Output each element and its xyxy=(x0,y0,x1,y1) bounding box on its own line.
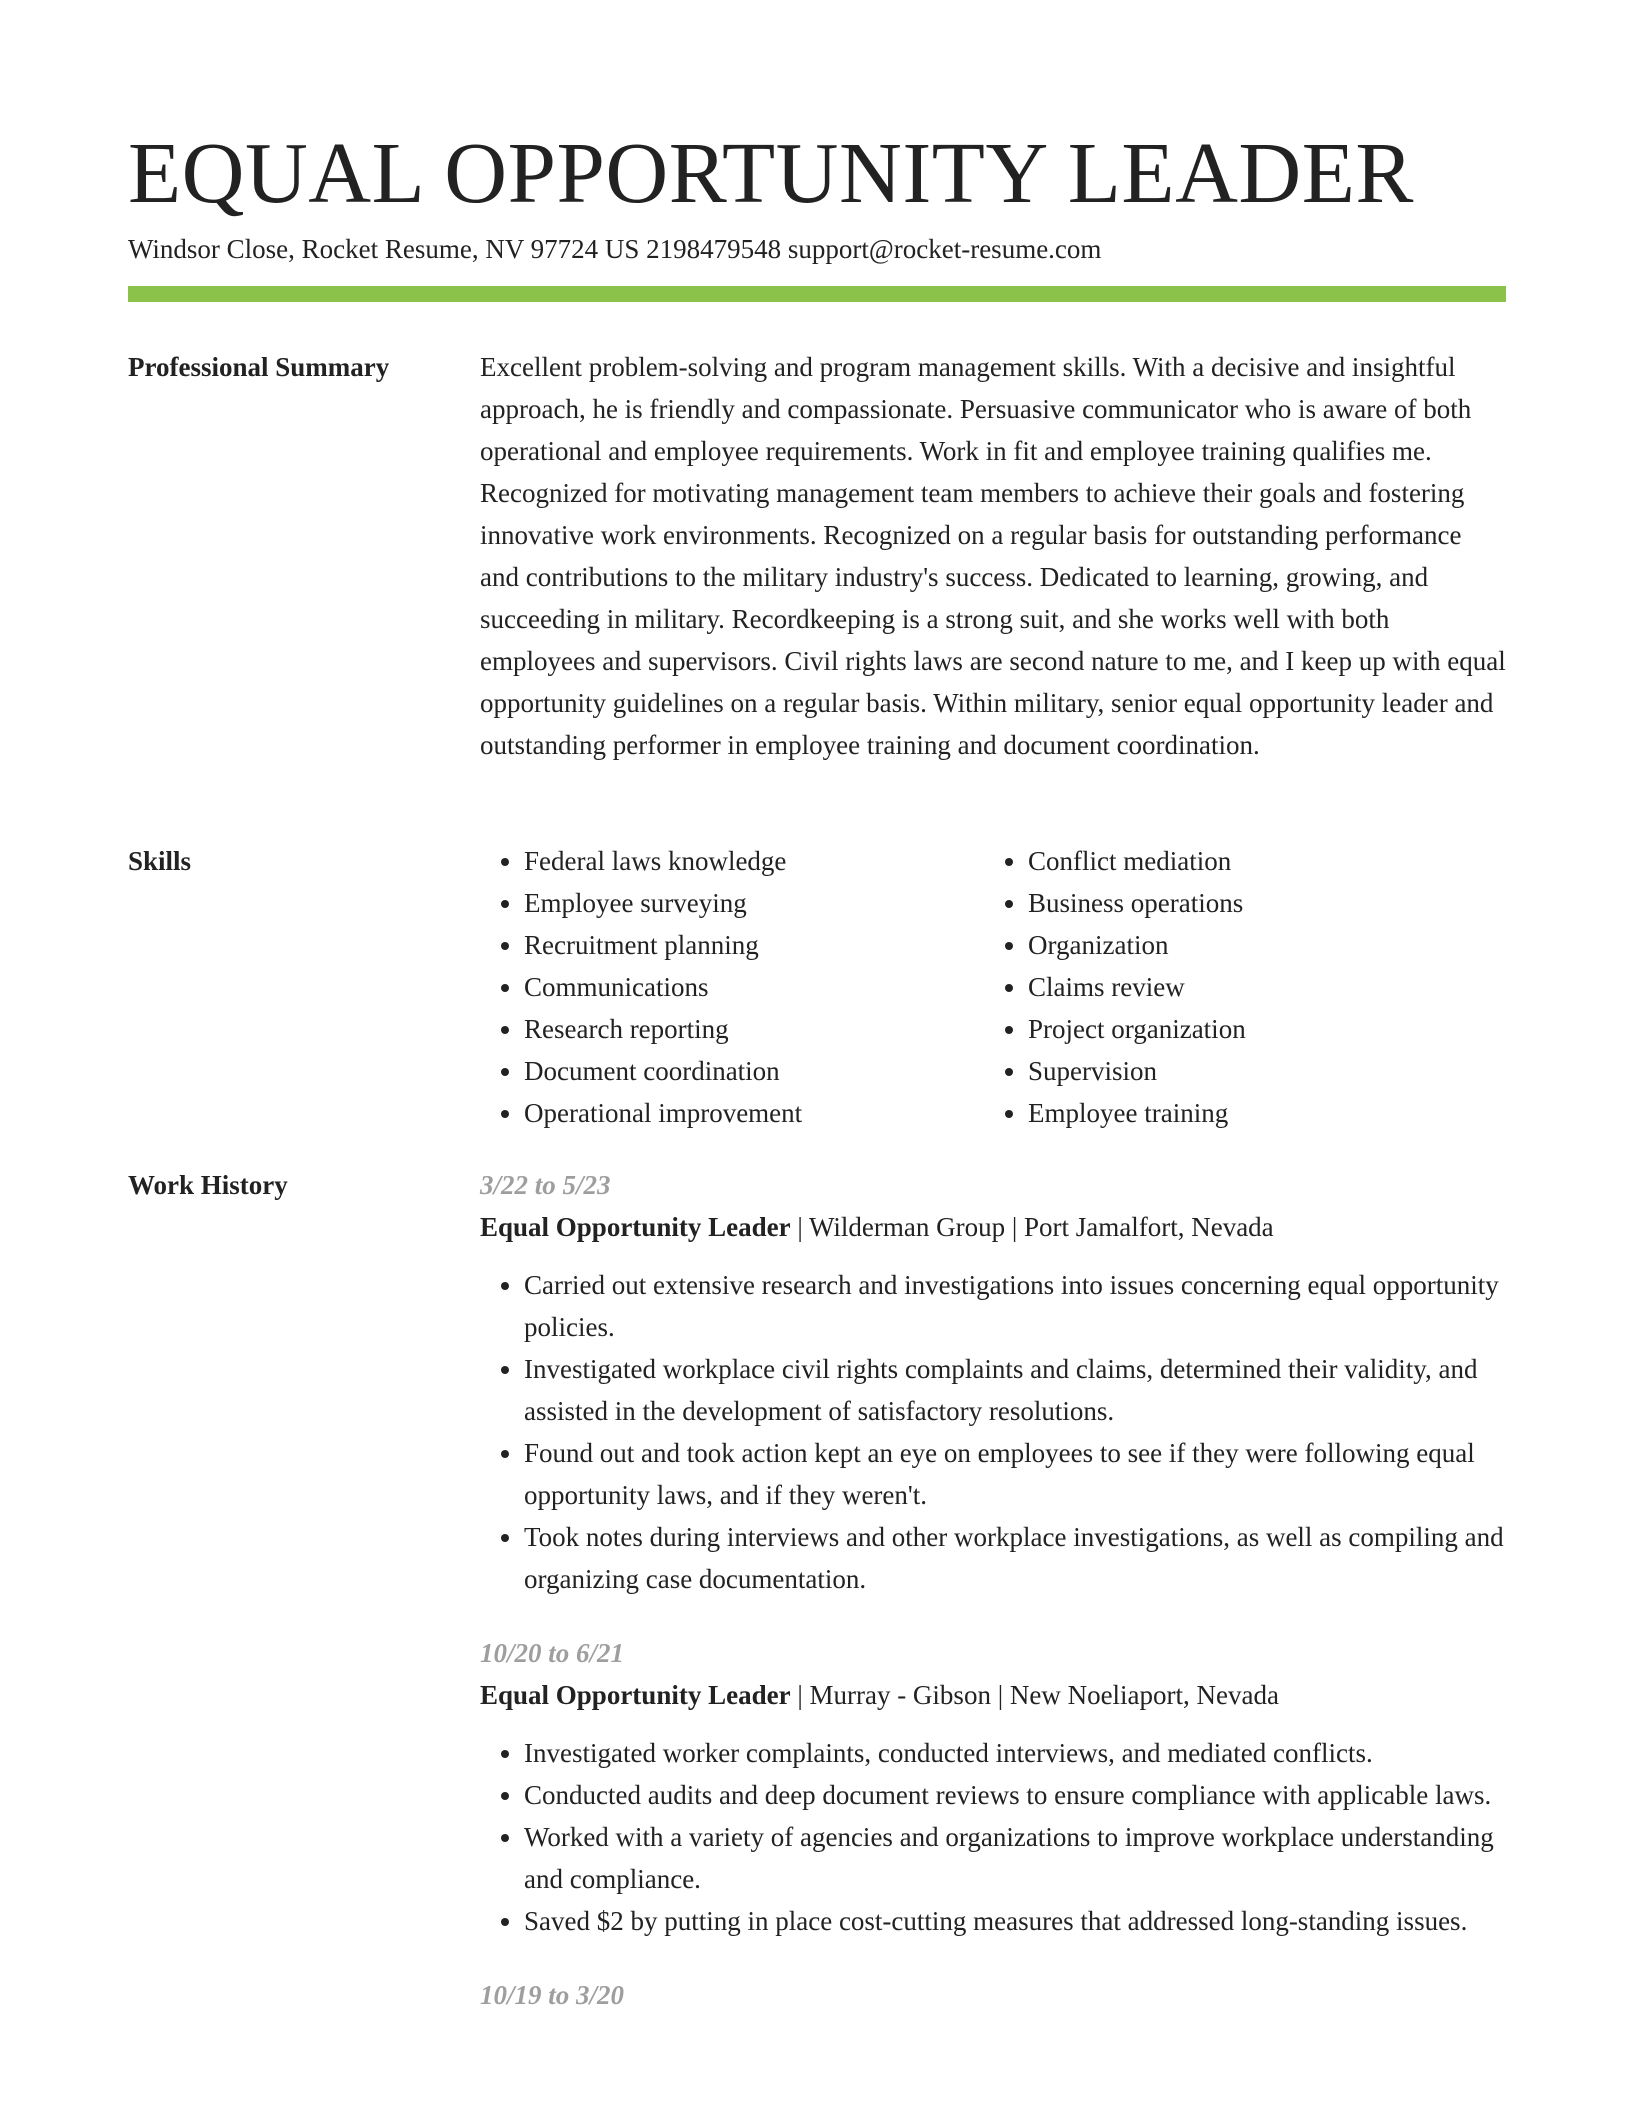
job-dates: 10/20 to 6/21 xyxy=(480,1638,625,1668)
job-details: | Wilderman Group | Port Jamalfort, Nevada xyxy=(790,1212,1274,1242)
job-entry xyxy=(480,1164,1506,1600)
skill-item: • Organization xyxy=(1028,924,1488,966)
contact-line: Windsor Close, Rocket Resume, NV 97724 US 2198479548 support@rocket-resume.com xyxy=(128,234,1102,264)
job-spacer xyxy=(480,1600,1506,1632)
work-history-label: Work History xyxy=(128,1170,288,1200)
skills-list-left xyxy=(480,840,984,1134)
job-bullet: • Conducted audits and deep document reviews to ensure compliance with applicable laws. xyxy=(524,1774,1506,1816)
skill-item: • Project organization xyxy=(1028,1008,1488,1050)
skill-item: • Employee surveying xyxy=(524,882,984,924)
skill-item: • Research reporting xyxy=(524,1008,984,1050)
job-heading xyxy=(480,1674,1506,1716)
skill-item: • Claims review xyxy=(1028,966,1488,1008)
job-bullet: • Worked with a variety of agencies and organizations to improve workplace understanding and compliance. xyxy=(524,1816,1506,1900)
job-bullet: • Saved $2 by putting in place cost-cutting measures that addressed long-standing issues. xyxy=(524,1900,1506,1942)
skills-label: Skills xyxy=(128,846,192,876)
job-details: | Murray - Gibson | New Noeliaport, Nevada xyxy=(790,1680,1279,1710)
skill-item: • Conflict mediation xyxy=(1028,840,1488,882)
skill-item: • Business operations xyxy=(1028,882,1488,924)
job-bullet: • Carried out extensive research and investigations into issues concerning equal opportunity policies. xyxy=(524,1264,1506,1348)
skill-item: • Recruitment planning xyxy=(524,924,984,966)
skill-item: • Communications xyxy=(524,966,984,1008)
summary-label: Professional Summary xyxy=(128,352,390,382)
skill-item: • Supervision xyxy=(1028,1050,1488,1092)
skill-item: • Operational improvement xyxy=(524,1092,984,1134)
job-bullet-list xyxy=(480,1264,1506,1600)
job-bullet: • Investigated workplace civil rights complaints and claims, determined their validity, and assisted in the development of satisfactory resolutions. xyxy=(524,1348,1506,1432)
summary-text: Excellent problem-solving and program management skills. With a decisive and insightful approach, he is friendly and compassionate. Persuasive communicator who is aware of both operational and employee requirements. Work in fit and employee training qualifies me. Recognized for motivating management team members to achieve their goals and fostering innovative work environments. Recognized on a regular basis for outstanding performance and contributions to the military industry's success. Dedicated to learning, growing, and succeeding in military. Recordkeeping is a strong suit, and she works well with both employees and supervisors. Civil rights laws are second nature to me, and I keep up with equal opportunity guidelines on a regular basis. Within military, senior equal opportunity leader and outstanding performer in employee training and document coordination. xyxy=(480,352,1506,760)
job-entry xyxy=(480,1632,1506,1942)
summary-body xyxy=(480,346,1506,766)
job-bullet: • Found out and took action kept an eye on employees to see if they were following equal opportunity laws, and if they weren't. xyxy=(524,1432,1506,1516)
job-spacer xyxy=(480,1942,1506,1974)
job-bullet: • Took notes during interviews and other workplace investigations, as well as compiling and organizing case documentation. xyxy=(524,1516,1506,1600)
job-bullet: • Investigated worker complaints, conducted interviews, and mediated conflicts. xyxy=(524,1732,1506,1774)
job-dates: 3/22 to 5/23 xyxy=(480,1170,611,1200)
skills-columns xyxy=(480,840,1506,1134)
skills-body xyxy=(480,840,1506,1134)
resume-name-heading: EQUAL OPPORTUNITY LEADER xyxy=(128,124,1414,221)
header-accent-rule xyxy=(128,286,1506,302)
job-title: Equal Opportunity Leader xyxy=(480,1212,791,1242)
job-title: Equal Opportunity Leader xyxy=(480,1680,791,1710)
skill-item: • Federal laws knowledge xyxy=(524,840,984,882)
skill-item: • Document coordination xyxy=(524,1050,984,1092)
job-entry xyxy=(480,1974,1506,2016)
skill-item: • Employee training xyxy=(1028,1092,1488,1134)
job-heading xyxy=(480,1206,1506,1248)
skills-list-right xyxy=(984,840,1488,1134)
job-bullet-list xyxy=(480,1732,1506,1942)
job-dates: 10/19 to 3/20 xyxy=(480,1980,625,2010)
work-history-body xyxy=(480,1164,1506,2016)
